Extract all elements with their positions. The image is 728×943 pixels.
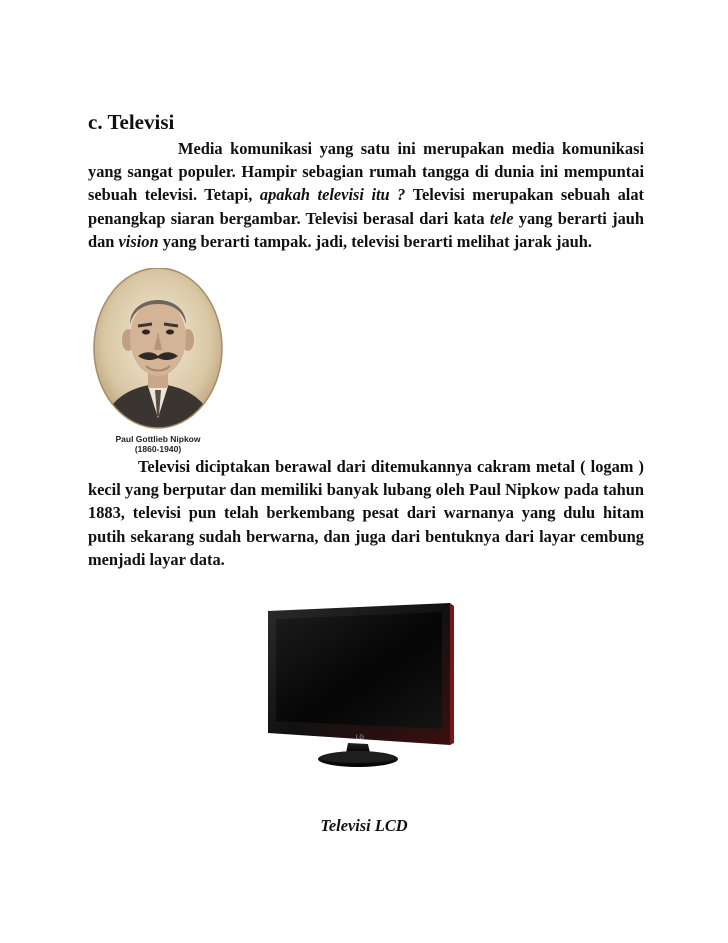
lcd-tv-image	[264, 603, 456, 771]
intro-text-3: yang berarti jauh dan	[88, 208, 644, 251]
term-vision: vision	[118, 231, 159, 251]
intro-text-2: Televisi merupakan sebuah alat penangkap siaran bergambar. Televisi berasal dari kata	[88, 185, 644, 228]
nipkow-portrait-image	[92, 268, 224, 446]
portrait-years: (1860-1940)	[134, 444, 182, 454]
portrait-name: Paul Gottlieb Nipkow	[115, 434, 201, 444]
intro-question: apakah televisi itu ?	[259, 185, 406, 205]
intro-text-1: Media komunikasi yang satu ini merupakan media komunikasi yang sangat populer. Hampir sebagian rumah tangga di dunia ini mempuntai sebuah televisi. Tetapi,	[88, 139, 644, 205]
intro-text-4: yang berarti tampak. jadi, televisi berarti melihat jarak jauh.	[158, 231, 593, 251]
tv-brand-logo: LG	[356, 735, 365, 741]
portrait-caption	[96, 434, 220, 454]
tv-caption: Televisi LCD	[320, 816, 408, 835]
section-heading: c. Televisi	[88, 110, 175, 134]
history-paragraph: Televisi diciptakan berawal dari ditemukannya cakram metal ( logam ) kecil yang berputar dan memiliki banyak lubang oleh Paul Nipkow pada tahun 1883, televisi pun telah berkembang pesat dari warnanya yang dulu hitam putih sekarang sudah berwarna, dan juga dari bentuknya dari layar cembung menjadi layar data.	[88, 457, 644, 569]
term-tele: tele	[489, 208, 514, 228]
intro-paragraph	[88, 137, 644, 253]
